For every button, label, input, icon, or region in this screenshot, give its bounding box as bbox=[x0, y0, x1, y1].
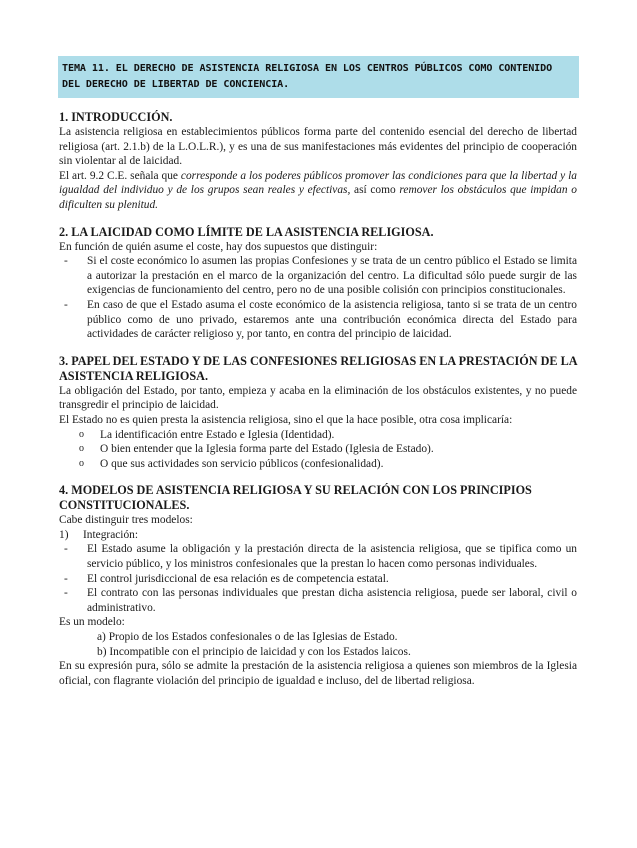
circle-marker: o bbox=[79, 457, 84, 469]
paragraph: En función de quién asume el coste, hay dos supuestos que distinguir: bbox=[59, 240, 378, 253]
italic-quote: corresponde a los poderes públicos promover las condiciones para que la libertad y la igualdad del individuo y de los grupos sean reales y efectivas, bbox=[59, 169, 577, 197]
number-marker: 1) bbox=[59, 528, 69, 541]
circle-marker: o bbox=[79, 443, 84, 455]
section-heading: 1. INTRODUCCIÓN. bbox=[59, 110, 173, 124]
model-heading bbox=[59, 528, 577, 543]
list-item-text: La identificación entre Estado e Iglesia (Identidad). bbox=[100, 428, 335, 441]
list-item-text: Si el coste económico lo asumen las propias Confesiones y se trata de un centro público el Estado se limita a autorizar la prestación en el marco de la organización del centro. La dificultad sólo puede surgir de las exigencias de funcionamiento del centro, pero no de una posible colisión con principios constitucionales. bbox=[87, 255, 577, 297]
section-laicidad bbox=[59, 225, 577, 342]
paragraph: El Estado no es quien presta la asistencia religiosa, sino el que la hace posible, otra cosa implicaría: bbox=[59, 413, 513, 426]
topic-title: TEMA 11. EL DERECHO DE ASISTENCIA RELIGIOSA EN LOS CENTROS PÚBLICOS COMO CONTENIDO DEL DERECHO DE LIBERTAD DE CONCIENCIA. bbox=[62, 63, 553, 90]
section-papel-estado bbox=[59, 354, 577, 472]
model-name: Integración: bbox=[83, 528, 139, 541]
italic-quote: remover los obstáculos que impidan o dificulten su plenitud. bbox=[59, 184, 577, 211]
dash-list bbox=[59, 254, 577, 342]
circle-list bbox=[59, 428, 577, 472]
dash-list bbox=[59, 542, 577, 615]
section-introduccion bbox=[59, 110, 577, 213]
section-heading: 4. MODELOS DE ASISTENCIA RELIGIOSA Y SU RELACIÓN CON LOS PRINCIPIOS CONSTITUCIONALES. bbox=[59, 483, 532, 513]
dash-marker: - bbox=[64, 572, 68, 585]
list-item-text: O que sus actividades son servicio públicos (confesionalidad). bbox=[100, 457, 384, 470]
paragraph: La asistencia religiosa en establecimientos públicos forma parte del contenido esencial del derecho de libertad religiosa (art. 2.1.b) de la L.O.L.R.), y es una de sus manifestaciones más evidentes del principio de cooperación sin violentar al de laicidad. bbox=[59, 126, 577, 168]
text-run: El art. 9.2 C.E. señala que bbox=[59, 169, 181, 182]
lettered-item: a) Propio de los Estados confesionales o de las Iglesias de Estado. bbox=[97, 631, 398, 644]
list-item bbox=[59, 457, 577, 472]
paragraph: En su expresión pura, sólo se admite la prestación de la asistencia religiosa a quienes son miembros de la Iglesia oficial, con flagrante violación del principio de igualdad e incluso, del de libertad religiosa. bbox=[59, 660, 577, 687]
list-item bbox=[59, 254, 577, 298]
paragraph: Es un modelo: bbox=[59, 616, 125, 629]
list-item-text: El control jurisdiccional de esa relación es de competencia estatal. bbox=[87, 572, 389, 585]
list-item bbox=[59, 298, 577, 342]
list-item-text: En caso de que el Estado asuma el coste económico de la asistencia religiosa, tanto si se trata de un centro público como de uno privado, estaremos ante una contribución económica directa del Estado para actividades de carácter religioso y, por tanto, en contra del principio de laicidad. bbox=[87, 298, 577, 341]
topic-title-banner bbox=[58, 56, 579, 98]
list-item bbox=[59, 542, 577, 571]
circle-marker: o bbox=[79, 428, 84, 440]
list-item bbox=[59, 442, 577, 457]
section-modelos bbox=[59, 483, 577, 688]
lettered-item: b) Incompatible con el principio de laicidad y con los Estados laicos. bbox=[97, 645, 411, 658]
paragraph bbox=[59, 169, 577, 213]
paragraph: Cabe distinguir tres modelos: bbox=[59, 514, 193, 527]
list-item-text: O bien entender que la Iglesia forma parte del Estado (Iglesia de Estado). bbox=[100, 443, 434, 456]
dash-marker: - bbox=[64, 298, 68, 311]
paragraph: La obligación del Estado, por tanto, empieza y acaba en la eliminación de los obstáculos existentes, y no puede transgredir el principio de laicidad. bbox=[59, 384, 577, 412]
document-body bbox=[59, 110, 577, 688]
text-run: así como bbox=[350, 184, 400, 197]
section-heading: 3. PAPEL DEL ESTADO Y DE LAS CONFESIONES RELIGIOSAS EN LA PRESTACIÓN DE LA ASISTENCIA RELIGIOSA. bbox=[59, 353, 577, 383]
dash-marker: - bbox=[64, 543, 68, 556]
section-heading: 2. LA LAICIDAD COMO LÍMITE DE LA ASISTENCIA RELIGIOSA. bbox=[59, 224, 434, 239]
list-item-text: El contrato con las personas individuales que prestan dicha asistencia religiosa, puede ser laboral, civil o administrativo. bbox=[87, 587, 577, 614]
dash-marker: - bbox=[64, 587, 68, 600]
list-item bbox=[59, 428, 577, 443]
list-item-text: El Estado asume la obligación y la prestación directa de la asistencia religiosa, que se tipifica como un servicio público, y los ministros confesionales que la prestan lo hacen como personas individuales. bbox=[87, 543, 577, 571]
list-item bbox=[59, 572, 577, 587]
dash-marker: - bbox=[64, 255, 68, 268]
list-item bbox=[59, 586, 577, 615]
